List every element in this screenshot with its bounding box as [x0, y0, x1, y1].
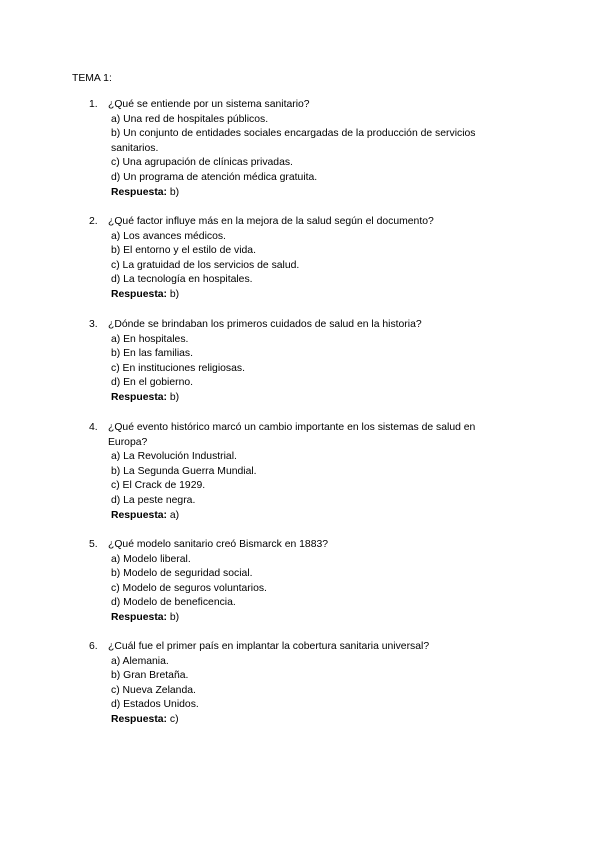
question-line [89, 421, 509, 450]
option-a: a) Modelo liberal. [111, 553, 191, 565]
question-text: ¿Dónde se brindaban los primeros cuidados de salud en la historia? [108, 319, 422, 330]
option-c: c) El Crack de 1929. [111, 480, 206, 492]
answer-label: Respuesta: [111, 391, 168, 403]
question-number: 2. [89, 216, 98, 227]
question-3 [89, 318, 509, 406]
option-b: b) El entorno y el estilo de vida. [111, 245, 256, 257]
answer-value: a) [169, 509, 180, 521]
question-line [89, 98, 509, 113]
question-line [89, 538, 509, 553]
question-text: ¿Qué factor influye más en la mejora de la salud según el documento? [108, 216, 434, 227]
question-6 [89, 640, 509, 728]
option-c: c) En instituciones religiosas. [111, 362, 245, 374]
question-1 [89, 98, 509, 200]
answer-line [89, 391, 509, 406]
answer-value: b) [169, 186, 180, 198]
answer-line [89, 288, 509, 303]
question-number: 5. [89, 539, 98, 550]
option-b: b) La Segunda Guerra Mundial. [111, 465, 257, 477]
option-c: c) La gratuidad de los servicios de salud. [111, 259, 300, 271]
answer-line [89, 713, 509, 728]
question-line [89, 318, 509, 333]
question-2 [89, 215, 509, 303]
answer-value: b) [169, 288, 180, 300]
options-list [89, 655, 509, 713]
question-number: 1. [89, 99, 98, 110]
question-line [89, 215, 509, 230]
question-text: ¿Qué modelo sanitario creó Bismarck en 1883? [108, 539, 329, 550]
option-d: d) Un programa de atención médica gratuita. [111, 171, 318, 183]
option-a: a) Una red de hospitales públicos. [111, 113, 269, 125]
option-a: a) Los avances médicos. [111, 230, 226, 242]
question-text: ¿Qué se entiende por un sistema sanitario? [108, 99, 310, 110]
option-d: d) La tecnología en hospitales. [111, 274, 253, 286]
answer-line [89, 611, 509, 626]
option-c: c) Una agrupación de clínicas privadas. [111, 157, 293, 169]
answer-label: Respuesta: [111, 713, 168, 725]
options-list [89, 113, 509, 186]
answer-line [89, 186, 509, 201]
option-c: c) Modelo de seguros voluntarios. [111, 582, 267, 594]
options-list [89, 553, 509, 611]
question-text: ¿Cuál fue el primer país en implantar la cobertura sanitaria universal? [108, 641, 430, 652]
question-4 [89, 421, 509, 523]
question-line [89, 640, 509, 655]
option-c: c) Nueva Zelanda. [111, 684, 196, 696]
answer-label: Respuesta: [111, 186, 168, 198]
question-text: ¿Qué evento histórico marcó un cambio importante en los sistemas de salud en Europa? [108, 422, 476, 448]
answer-label: Respuesta: [111, 509, 168, 521]
answer-value: b) [169, 391, 180, 403]
option-d: d) En el gobierno. [111, 377, 194, 389]
options-list [89, 230, 509, 288]
option-a: a) Alemania. [111, 655, 169, 667]
question-number: 3. [89, 319, 98, 330]
question-number: 4. [89, 422, 98, 433]
answer-value: b) [169, 611, 180, 623]
options-list [89, 333, 509, 391]
option-b: b) Un conjunto de entidades sociales encargadas de la producción de servicios sanitarios. [111, 128, 476, 154]
question-number: 6. [89, 641, 98, 652]
answer-label: Respuesta: [111, 611, 168, 623]
answer-line [89, 509, 509, 524]
options-list [89, 450, 509, 508]
question-5 [89, 538, 509, 626]
option-b: b) Modelo de seguridad social. [111, 568, 253, 580]
option-d: d) La peste negra. [111, 494, 196, 506]
option-a: a) En hospitales. [111, 333, 189, 345]
option-d: d) Estados Unidos. [111, 699, 199, 711]
option-b: b) En las familias. [111, 348, 193, 360]
answer-label: Respuesta: [111, 288, 168, 300]
option-a: a) La Revolución Industrial. [111, 451, 237, 463]
page-title: TEMA 1: [72, 73, 112, 84]
option-b: b) Gran Bretaña. [111, 670, 189, 682]
option-d: d) Modelo de beneficencia. [111, 597, 236, 609]
answer-value: c) [169, 713, 179, 725]
